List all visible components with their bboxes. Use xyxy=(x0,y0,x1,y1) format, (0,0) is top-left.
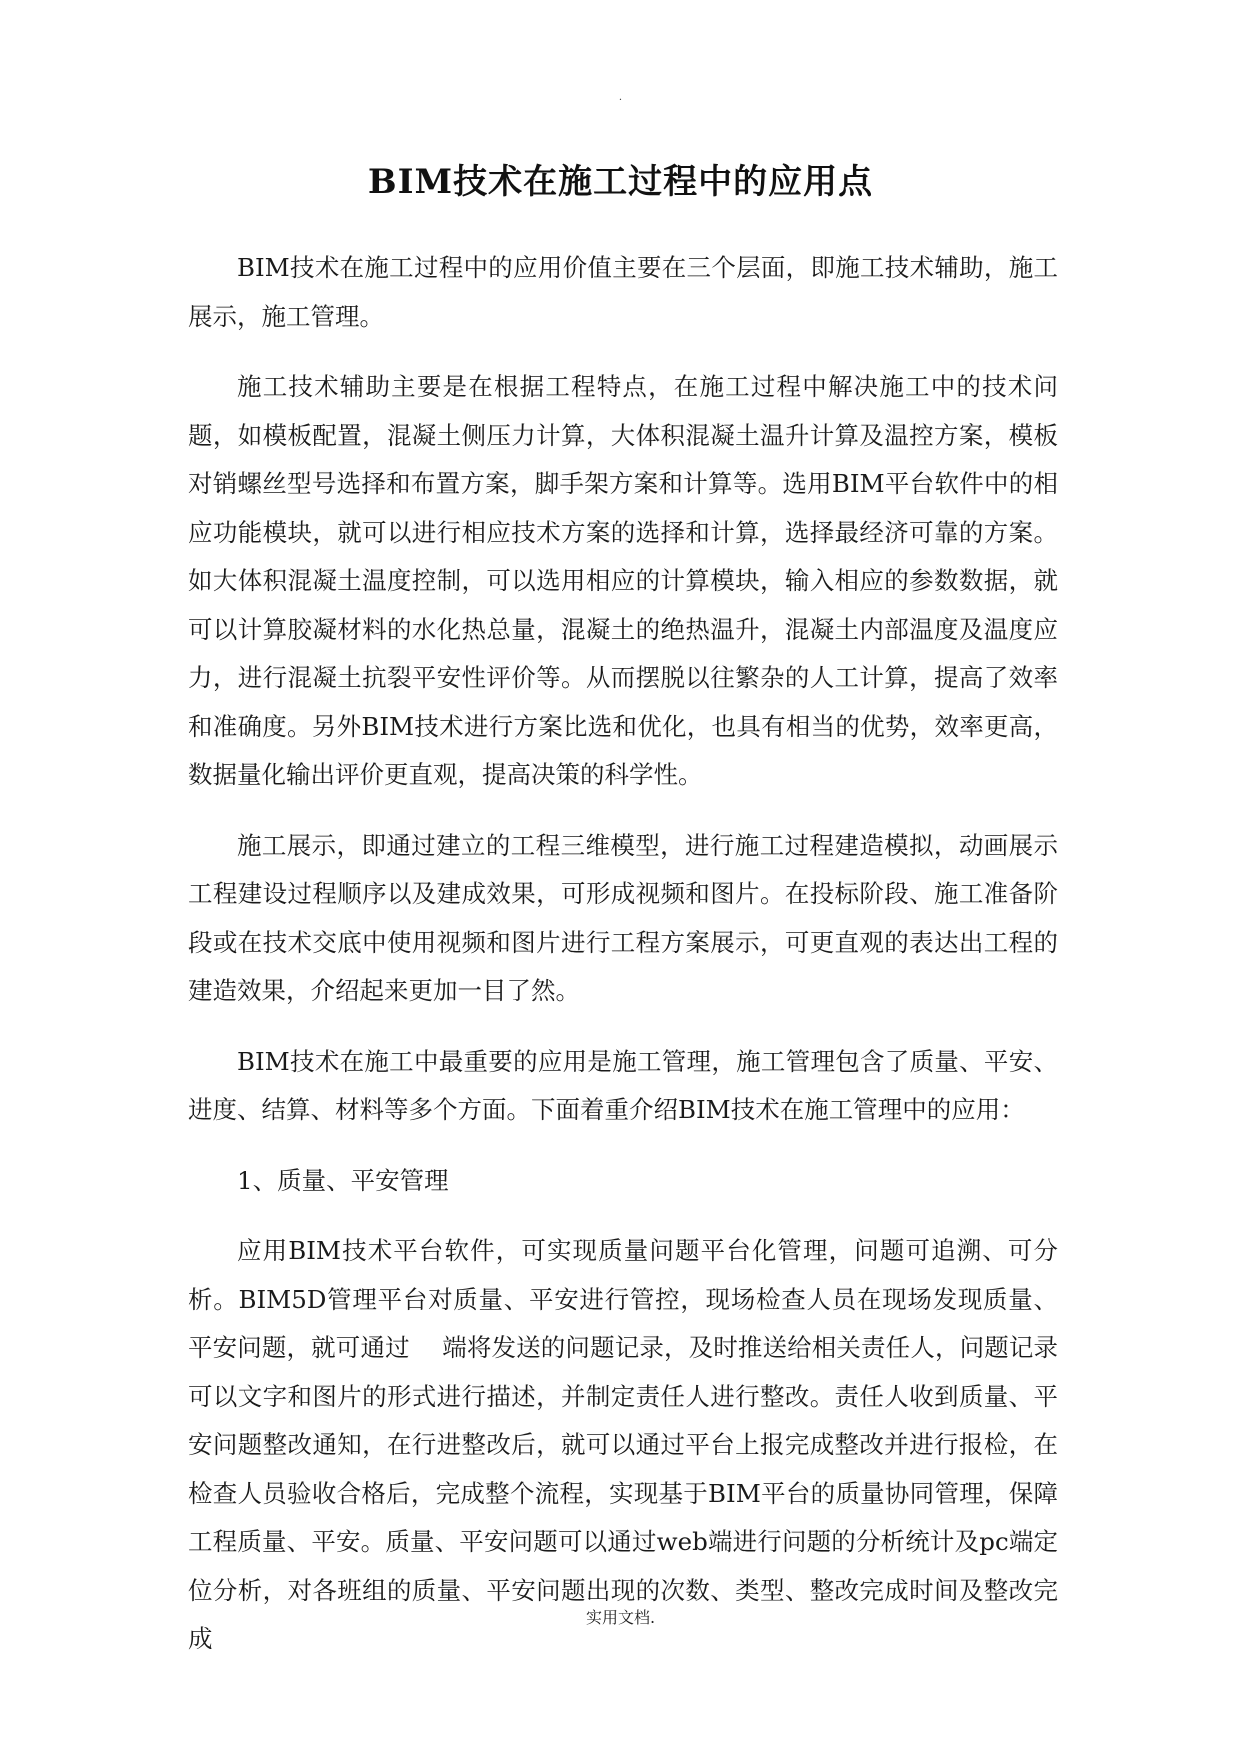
paragraph-quality-safety: 应用BIM技术平台软件，可实现质量问题平台化管理，问题可追溯、可分析。BIM5D管理平台对质量、平安进行管控，现场检查人员在现场发现质量、平安问题，就可通过 端将发送的问题记录，及时推送给相关责任人，问题记录可以文字和图片的形式进行描述，并制定责任人进行整改。责任人收到质量、平安问题整改通知，在行进整改后，就可以通过平台上报完成整改并进行报检，在检查人员验收合格后，完成整个流程，实现基于BIM平台的质量协同管理，保障工程质量、平安。质量、平安问题可以通过web端进行问题的分析统计及pc端定位分析，对各班组的质量、平安问题出现的次数、类型、整改完成时间及整改完成 xyxy=(188,1236,1058,1653)
paragraph-construction-management: BIM技术在施工中最重要的应用是施工管理，施工管理包含了质量、平安、进度、结算、材料等多个方面。下面着重介绍BIM技术在施工管理中的应用： xyxy=(188,1046,1058,1124)
paragraph-construction-display: 施工展示，即通过建立的工程三维模型，进行施工过程建造模拟，动画展示工程建设过程顺序以及建成效果，可形成视频和图片。在投标阶段、施工准备阶段或在技术交底中使用视频和图片进行工程方案展示，可更直观的表达出工程的建造效果，介绍起来更加一目了然。 xyxy=(188,830,1058,1005)
document-body xyxy=(188,244,1058,1686)
paragraph-technical-assistance: 施工技术辅助主要是在根据工程特点，在施工过程中解决施工中的技术问题，如模板配置，混凝土侧压力计算，大体积混凝土温升计算及温控方案，模板对销螺丝型号选择和布置方案，脚手架方案和计算等。选用BIM平台软件中的相应功能模块，就可以进行相应技术方案的选择和计算，选择最经济可靠的方案。如大体积混凝土温度控制，可以选用相应的计算模块，输入相应的参数数据，就可以计算胶凝材料的水化热总量，混凝土的绝热温升，混凝土内部温度及温度应力，进行混凝土抗裂平安性评价等。从而摆脱以往繁杂的人工计算，提高了效率和准确度。另外BIM技术进行方案比选和优化，也具有相当的优势，效率更高，数据量化输出评价更直观，提高决策的科学性。 xyxy=(188,372,1058,789)
document-title: BIM技术在施工过程中的应用点 xyxy=(367,162,874,202)
paragraph-intro: BIM技术在施工过程中的应用价值主要在三个层面，即施工技术辅助，施工展示，施工管理。 xyxy=(188,253,1058,331)
section-heading-quality-safety: 1、质量、平安管理 xyxy=(237,1165,449,1195)
header-mark: . xyxy=(618,92,623,103)
footer-mark: 实用文档. xyxy=(585,1608,656,1627)
